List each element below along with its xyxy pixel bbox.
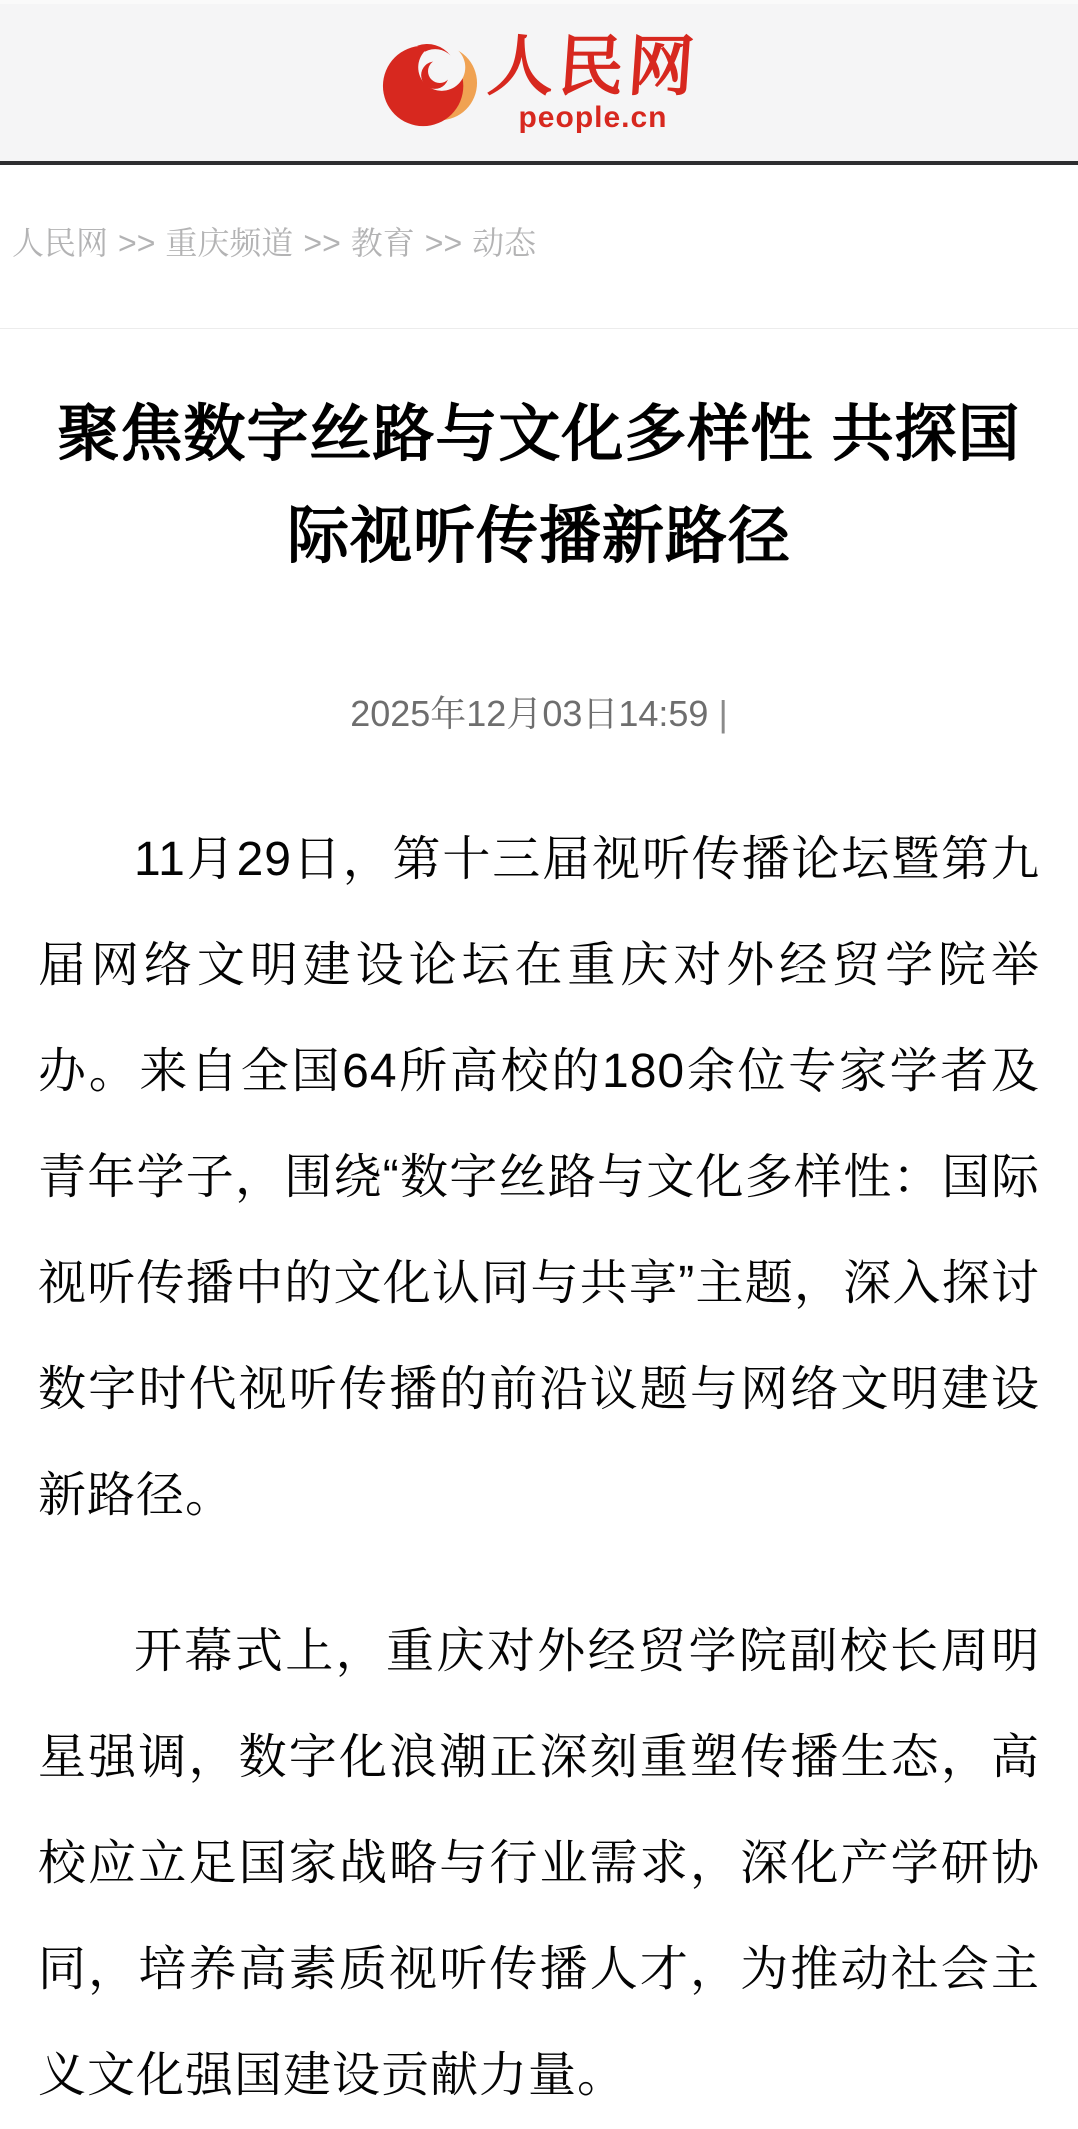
article-paragraph-1: 11月29日，第十三届视听传播论坛暨第九届网络文明建设论坛在重庆对外经贸学院举办。来自全国64所高校的180余位专家学者及青年学子，围绕“数字丝路与文化多样性：国际视听传播中的文化认同与共享”主题，深入探讨数字时代视听传播的前沿议题与网络文明建设新路径。 (38, 833, 1040, 1522)
people-cn-logo[interactable] (380, 28, 701, 134)
article (0, 384, 1078, 2129)
article-body (38, 807, 1040, 2129)
article-paragraph-2: 开幕式上，重庆对外经贸学院副校长周明星强调，数字化浪潮正深刻重塑传播生态，高校应立足国家战略与行业需求，深化产学研协同，培养高素质视听传播人才，为推动社会主义文化强国建设贡献力量。 (38, 1625, 1040, 2102)
breadcrumb-separator: >> (424, 225, 463, 261)
date-separator: | (718, 693, 728, 734)
breadcrumb-separator: >> (303, 225, 341, 261)
breadcrumb (0, 165, 1078, 329)
people-logo-swirl-icon (380, 34, 478, 132)
breadcrumb-item-chongqing-channel[interactable]: 重庆频道 (165, 225, 294, 261)
article-date-line (38, 692, 1040, 736)
breadcrumb-separator: >> (118, 225, 156, 261)
breadcrumb-item-people[interactable]: 人民网 (12, 225, 109, 261)
logo-en-text: people.cn (518, 100, 668, 134)
site-header (0, 0, 1078, 161)
breadcrumb-item-education[interactable]: 教育 (350, 225, 415, 261)
article-title: 聚焦数字丝路与文化多样性 共探国际视听传播新路径 (57, 400, 1021, 571)
breadcrumb-item-news[interactable]: 动态 (472, 225, 537, 261)
logo-cn-text: 人民网 (485, 28, 701, 103)
article-date: 2025年12月03日14:59 (350, 693, 709, 734)
